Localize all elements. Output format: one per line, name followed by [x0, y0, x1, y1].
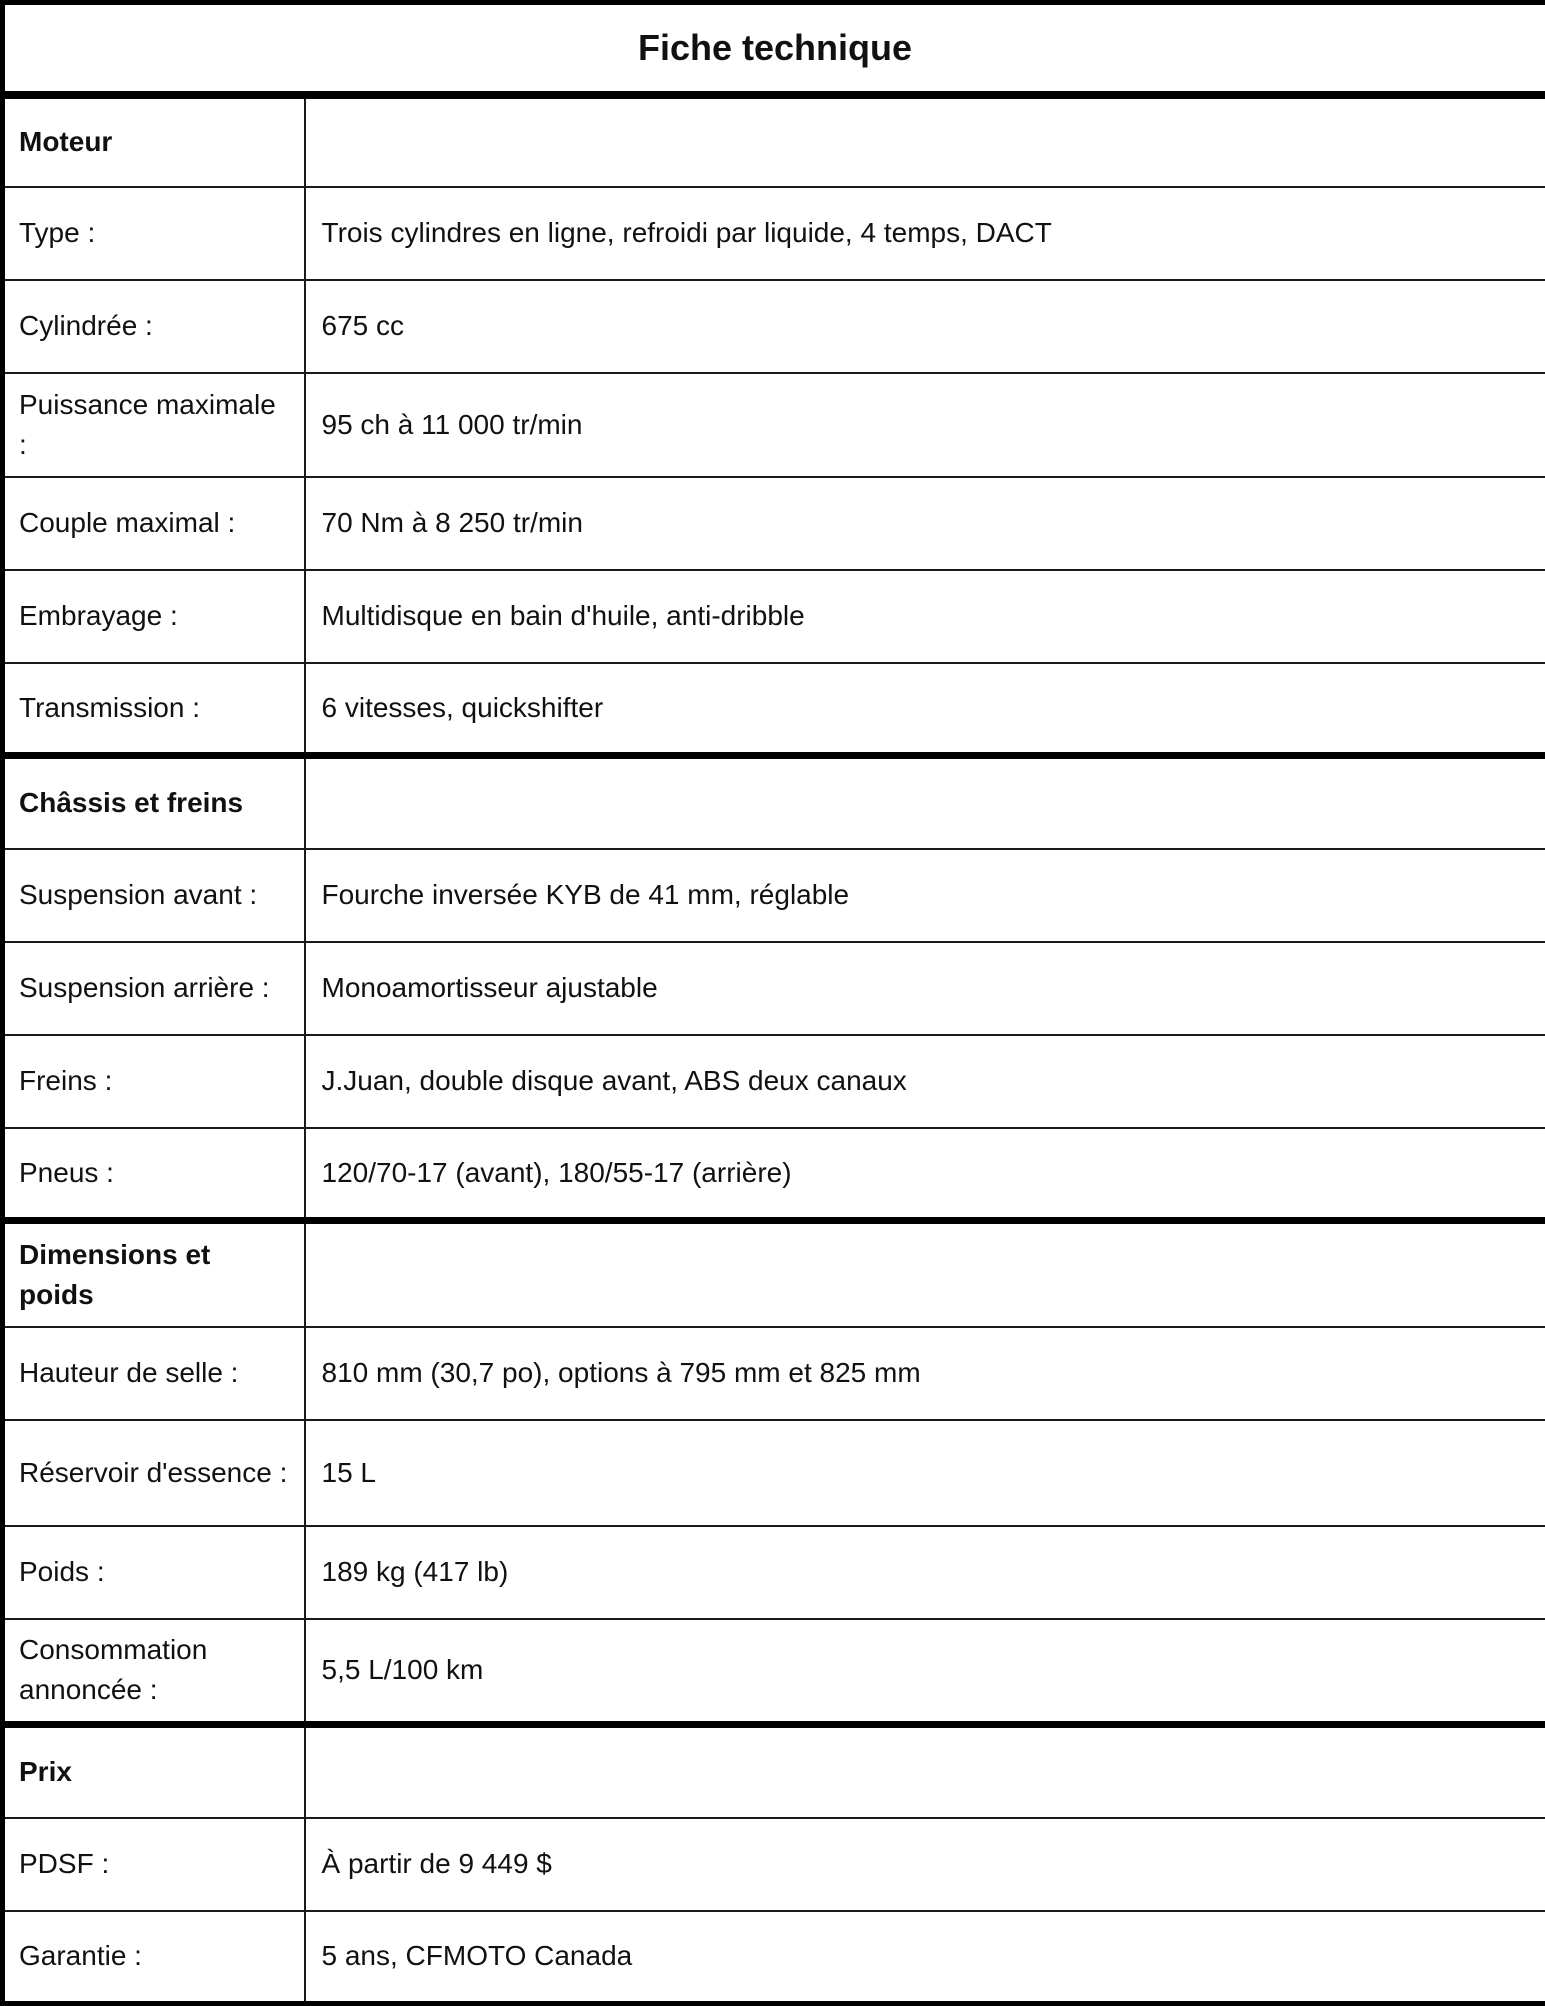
section-label: Prix	[3, 1725, 305, 1818]
row-value: 95 ch à 11 000 tr/min	[305, 373, 1545, 477]
row-value: 5 ans, CFMOTO Canada	[305, 1911, 1545, 2004]
row-value: 675 cc	[305, 280, 1545, 373]
row-value: Monoamortisseur ajustable	[305, 942, 1545, 1035]
row-label: Suspension avant :	[3, 849, 305, 942]
title-row	[3, 3, 1545, 95]
table-title: Fiche technique	[3, 3, 1545, 95]
row-label: Garantie :	[3, 1911, 305, 2004]
section-header-row	[3, 756, 1545, 849]
table-row	[3, 187, 1545, 280]
row-value: 5,5 L/100 km	[305, 1619, 1545, 1725]
section-empty-cell	[305, 1725, 1545, 1818]
section-header-row	[3, 95, 1545, 187]
section-empty-cell	[305, 1221, 1545, 1327]
row-label: Type :	[3, 187, 305, 280]
table-row	[3, 663, 1545, 756]
section-label: Dimensions et poids	[3, 1221, 305, 1327]
row-label: Poids :	[3, 1526, 305, 1619]
section-label: Moteur	[3, 95, 305, 187]
table-row	[3, 1327, 1545, 1420]
table-row	[3, 1128, 1545, 1221]
table-row	[3, 1420, 1545, 1526]
table-row	[3, 477, 1545, 570]
table-row	[3, 570, 1545, 663]
row-label: Réservoir d'essence :	[3, 1420, 305, 1526]
row-value: 15 L	[305, 1420, 1545, 1526]
section-empty-cell	[305, 95, 1545, 187]
row-value: À partir de 9 449 $	[305, 1818, 1545, 1911]
section-label: Châssis et freins	[3, 756, 305, 849]
table-row	[3, 1911, 1545, 2004]
table-row	[3, 1526, 1545, 1619]
row-value: J.Juan, double disque avant, ABS deux canaux	[305, 1035, 1545, 1128]
table-row	[3, 373, 1545, 477]
row-value: Fourche inversée KYB de 41 mm, réglable	[305, 849, 1545, 942]
row-label: PDSF :	[3, 1818, 305, 1911]
row-label: Embrayage :	[3, 570, 305, 663]
row-label: Suspension arrière :	[3, 942, 305, 1035]
row-label: Cylindrée :	[3, 280, 305, 373]
row-label: Hauteur de selle :	[3, 1327, 305, 1420]
row-label: Transmission :	[3, 663, 305, 756]
row-value: Trois cylindres en ligne, refroidi par liquide, 4 temps, DACT	[305, 187, 1545, 280]
row-label: Pneus :	[3, 1128, 305, 1221]
row-label: Freins :	[3, 1035, 305, 1128]
row-value: 189 kg (417 lb)	[305, 1526, 1545, 1619]
section-header-row	[3, 1221, 1545, 1327]
table-row	[3, 1818, 1545, 1911]
row-value: 6 vitesses, quickshifter	[305, 663, 1545, 756]
table-row	[3, 942, 1545, 1035]
section-empty-cell	[305, 756, 1545, 849]
row-value: 120/70-17 (avant), 180/55-17 (arrière)	[305, 1128, 1545, 1221]
section-header-row	[3, 1725, 1545, 1818]
row-value: 70 Nm à 8 250 tr/min	[305, 477, 1545, 570]
row-label: Consommation annoncée :	[3, 1619, 305, 1725]
row-label: Puissance maximale :	[3, 373, 305, 477]
table-row	[3, 1035, 1545, 1128]
row-value: Multidisque en bain d'huile, anti-dribble	[305, 570, 1545, 663]
table-row	[3, 1619, 1545, 1725]
row-value: 810 mm (30,7 po), options à 795 mm et 825 mm	[305, 1327, 1545, 1420]
row-label: Couple maximal :	[3, 477, 305, 570]
table-row	[3, 849, 1545, 942]
table-row	[3, 280, 1545, 373]
